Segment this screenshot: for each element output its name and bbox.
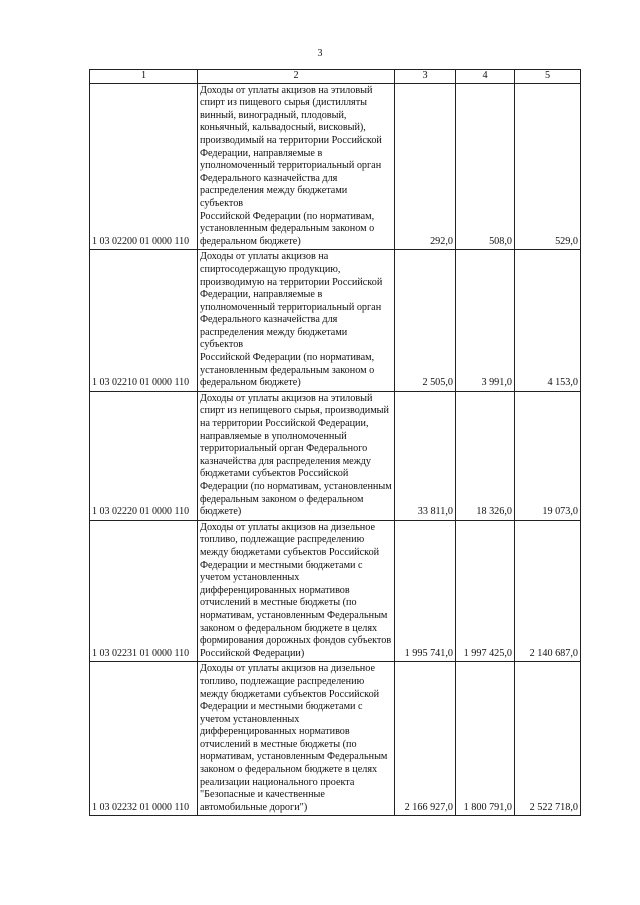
revenue-description: Доходы от уплаты акцизов на дизельное топливо, подлежащие распределению между бюджетами субъектов Российской Федерации и местными бюджетами с учетом установленных дифференцированных нормативов отчислений в местные бюджеты (по нормативам, установленным Федеральным законом о федеральном бюджете в целях реализации национального проекта "Безопасные и качественные автомобильные дороги")	[198, 662, 395, 816]
amount-col-3: 33 811,0	[395, 391, 456, 520]
amount-col-4: 508,0	[456, 83, 515, 250]
table-row	[90, 250, 581, 392]
amount-col-4: 1 800 791,0	[456, 662, 515, 816]
amount-col-4: 18 326,0	[456, 391, 515, 520]
table-header-row	[90, 70, 581, 84]
page-number: 3	[317, 48, 323, 59]
table-row	[90, 391, 581, 520]
revenue-table	[89, 69, 581, 816]
revenue-description: Доходы от уплаты акцизов на этиловый спирт из непищевого сырья, производимый на территории Российской Федерации, направляемые в уполномоченный территориальный орган Федерального казначейства для распределения между бюджетами субъектов Российской Федерации (по нормативам, установленным федеральным законом о федеральном бюджете)	[198, 391, 395, 520]
amount-col-5: 2 522 718,0	[515, 662, 581, 816]
budget-code: 1 03 02232 01 0000 110	[90, 662, 198, 816]
header-col-4: 4	[456, 70, 515, 84]
amount-col-5: 2 140 687,0	[515, 520, 581, 662]
budget-code: 1 03 02231 01 0000 110	[90, 520, 198, 662]
amount-col-3: 2 166 927,0	[395, 662, 456, 816]
amount-col-3: 1 995 741,0	[395, 520, 456, 662]
table-row	[90, 662, 581, 816]
budget-code: 1 03 02200 01 0000 110	[90, 83, 198, 250]
revenue-description: Доходы от уплаты акцизов на дизельное топливо, подлежащие распределению между бюджетами субъектов Российской Федерации и местными бюджетами с учетом установленных дифференцированных нормативов отчислений в местные бюджеты (по нормативам, установленным Федеральным законом о федеральном бюджете в целях формирования дорожных фондов субъектов Российской Федерации)	[198, 520, 395, 662]
amount-col-5: 529,0	[515, 83, 581, 250]
amount-col-4: 1 997 425,0	[456, 520, 515, 662]
header-col-1: 1	[90, 70, 198, 84]
header-col-3: 3	[395, 70, 456, 84]
budget-code: 1 03 02220 01 0000 110	[90, 391, 198, 520]
table-row	[90, 83, 581, 250]
amount-col-4: 3 991,0	[456, 250, 515, 392]
table-row	[90, 520, 581, 662]
amount-col-3: 2 505,0	[395, 250, 456, 392]
amount-col-3: 292,0	[395, 83, 456, 250]
revenue-description: Доходы от уплаты акцизов на спиртосодержащую продукцию, производимую на территории Российской Федерации, направляемые в уполномоченный территориальный орган Федерального казначейства для распределения между бюджетами субъектов Российской Федерации (по нормативам, установленным федеральным законом о федеральном бюджете)	[198, 250, 395, 392]
header-col-2: 2	[198, 70, 395, 84]
budget-code: 1 03 02210 01 0000 110	[90, 250, 198, 392]
amount-col-5: 4 153,0	[515, 250, 581, 392]
amount-col-5: 19 073,0	[515, 391, 581, 520]
revenue-description: Доходы от уплаты акцизов на этиловый спирт из пищевого сырья (дистилляты винный, виноградный, плодовый, коньячный, кальвадосный, висковый), производимый на территории Российской Федерации, направляемые в уполномоченный территориальный орган Федерального казначейства для распределения между бюджетами субъектов Российской Федерации (по нормативам, установленным федеральным законом о федеральном бюджете)	[198, 83, 395, 250]
header-col-5: 5	[515, 70, 581, 84]
